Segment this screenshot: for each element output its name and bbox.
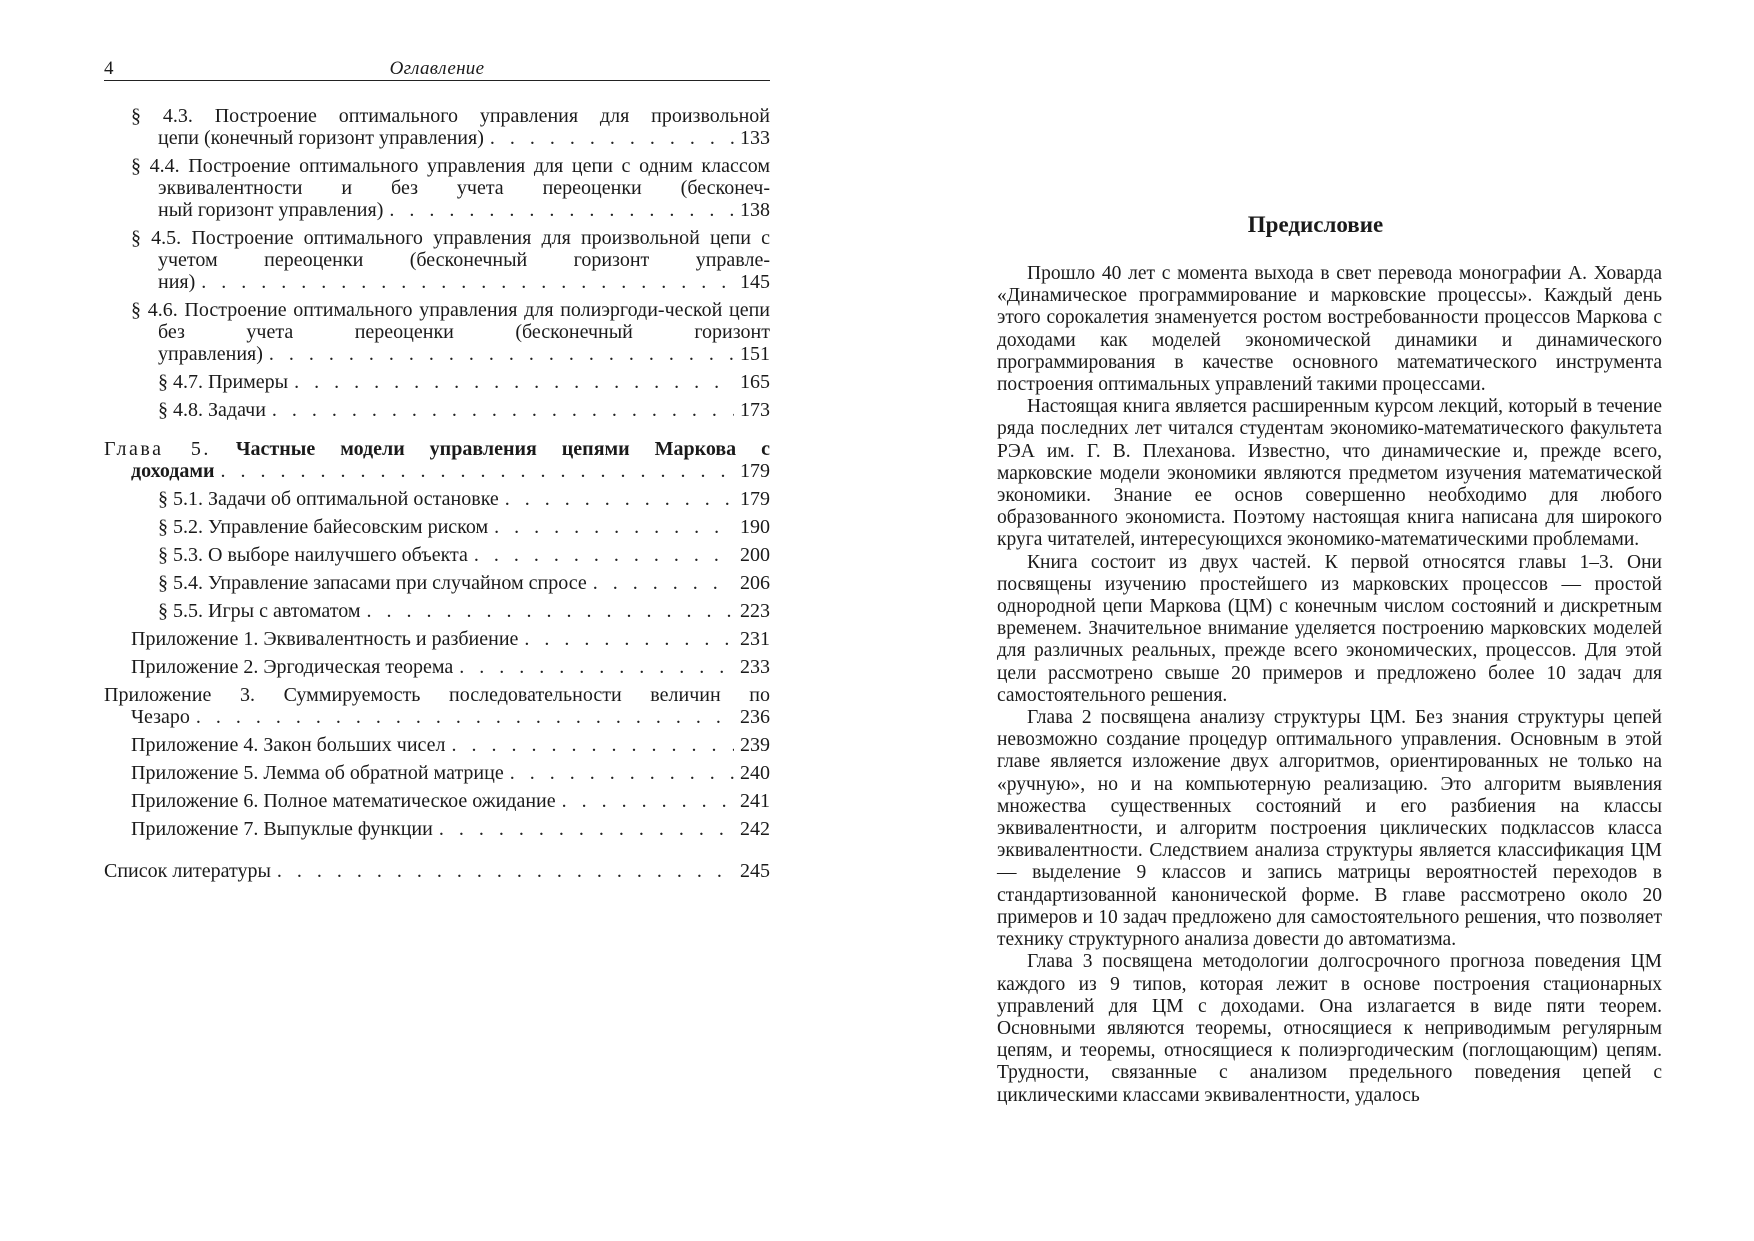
dot-leader: [474, 544, 734, 566]
toc-page-number: 206: [740, 572, 770, 594]
toc-entry[interactable]: [104, 762, 770, 784]
preface-paragraph: Прошло 40 лет с момента выхода в свет перевода монографии А. Ховарда «Динамическое программирование и марковские процессы». Каждый день этого сорокалетия знаменуется ростом востребованности процессов Маркова с доходами как моделей экономической динамики и динамического программирования в качестве основного математического инструмента построения оптимальных управлений такими процессами.: [997, 263, 1662, 396]
toc-page-number: 245: [740, 860, 770, 882]
preface-paragraph: Глава 2 посвящена анализу структуры ЦМ. Без знания структуры цепей невозможно создание процедур оптимального управления. Основным в этой главе является изложение двух алгоритмов, ориентированных не только на «ручную», но и на компьютерную реализацию. Это алгоритм выявления множества существенных состояний и его разбиения на классы эквивалентности, и алгоритм построения циклических подклассов класса эквивалентности. Следствием анализа структуры является классификация ЦМ — выделение 9 классов и запись матрицы вероятностей переходов в стандартизованной канонической форме. В главе рассмотрено около 20 примеров и 10 задач предложено для самостоятельного решения, что позволяет технику структурного анализа довести до автоматизма.: [997, 707, 1662, 951]
toc-entry-title-end: § 4.7. Примеры: [158, 371, 289, 393]
toc-entry[interactable]: [131, 227, 770, 293]
toc-entry-title-end: ный горизонт управления): [158, 199, 384, 221]
toc-entry-title-end: цепи (конечный горизонт управления): [158, 127, 484, 149]
toc-entry-title: § 4.3. Построение оптимального управления для произвольной: [131, 105, 770, 127]
toc-entry[interactable]: [104, 860, 770, 882]
toc-entry[interactable]: [104, 734, 770, 756]
preface-body: [997, 263, 1662, 1107]
preface-paragraph: Книга состоит из двух частей. К первой относятся главы 1–3. Они посвящены изучению простейшего из марковских процессов — простой однородной цепи Маркова (ЦМ) с конечным числом состояний и дискретным временем. Значительное внимание уделяется построению марковских моделей для различных реальных, прежде всего экономических, процессов. Для этой цели рассмотрено свыше 20 примеров и предложено более 10 задач для самостоятельного решения.: [997, 551, 1662, 706]
dot-leader: [562, 790, 734, 812]
toc-page-number: 165: [740, 371, 770, 393]
toc-page-number: 223: [740, 600, 770, 622]
toc-entry-title-end: § 5.5. Игры с автоматом: [158, 600, 361, 622]
toc-page-number: 179: [740, 460, 770, 482]
toc-page-number: 173: [740, 399, 770, 421]
page-number: 4: [104, 58, 114, 79]
chapter-prefix: Глава 5.: [104, 438, 211, 460]
preface-paragraph: Глава 3 посвящена методологии долгосрочного прогноза поведения ЦМ каждого из 9 типов, которая лежит в основе построения стационарных управлений для ЦМ с доходами. Она излагается в виде пяти теорем. Основными являются теоремы, относящиеся к неприводимым регулярным цепям, и теоремы, относящиеся к полиэргодическим (поглощающим) цепям. Трудности, связанные с анализом предельного поведения цепей с циклическими классами эквивалентности, удалось: [997, 951, 1662, 1106]
dot-leader: [510, 762, 734, 784]
dot-leader: [294, 371, 734, 393]
dot-leader: [459, 656, 734, 678]
toc-entry-title: Приложение 3. Суммируемость последовательности величин по: [104, 684, 770, 706]
toc-page-number: 190: [740, 516, 770, 538]
toc-page-number: 241: [740, 790, 770, 812]
dot-leader: [272, 399, 734, 421]
toc-entry-title-end: § 5.4. Управление запасами при случайном спросе: [158, 572, 587, 594]
toc-page-number: 239: [740, 734, 770, 756]
toc-page-number: 240: [740, 762, 770, 784]
toc-entry[interactable]: [131, 105, 770, 149]
toc-page-number: 179: [740, 488, 770, 510]
dot-leader: [490, 127, 734, 149]
dot-leader: [367, 600, 734, 622]
toc-entry[interactable]: [104, 790, 770, 812]
toc-entry[interactable]: [131, 544, 770, 566]
toc-page-number: 138: [740, 199, 770, 221]
toc-entry-title-end: § 5.2. Управление байесовским риском: [158, 516, 489, 538]
table-of-contents: [104, 105, 770, 888]
dot-leader: [505, 488, 734, 510]
dot-leader: [389, 199, 734, 221]
toc-page-number: 233: [740, 656, 770, 678]
toc-page-number: 242: [740, 818, 770, 840]
toc-entry-title-end: § 4.8. Задачи: [158, 399, 266, 421]
running-title: Оглавление: [389, 58, 485, 79]
toc-entry[interactable]: [131, 299, 770, 365]
toc-entry[interactable]: [131, 399, 770, 421]
dot-leader: [452, 734, 734, 756]
toc-entry-title-end: Приложение 1. Эквивалентность и разбиение: [131, 628, 519, 650]
toc-entry-title-end: § 5.3. О выборе наилучшего объекта: [158, 544, 468, 566]
toc-entry-title-end: § 5.1. Задачи об оптимальной остановке: [158, 488, 499, 510]
toc-entry[interactable]: [131, 600, 770, 622]
dot-leader: [201, 271, 734, 293]
toc-entry[interactable]: [104, 818, 770, 840]
toc-entry-title-end: Список литературы: [104, 860, 271, 882]
toc-entry-title-end: доходами: [131, 460, 215, 482]
toc-page-number: 236: [740, 706, 770, 728]
toc-entry[interactable]: [104, 628, 770, 650]
toc-page-number: 151: [740, 343, 770, 365]
toc-entry[interactable]: [104, 656, 770, 678]
toc-entry[interactable]: [131, 516, 770, 538]
toc-entry-title-end: Приложение 4. Закон больших чисел: [131, 734, 446, 756]
dot-leader: [593, 572, 734, 594]
toc-page-number: 231: [740, 628, 770, 650]
dot-leader: [524, 628, 734, 650]
dot-leader: [221, 460, 734, 482]
toc-entry[interactable]: [131, 371, 770, 393]
toc-entry-title: § 4.6. Построение оптимального управления для полиэргоди-ческой цепи без учета переоценки (бесконечный горизонт: [131, 299, 770, 343]
dot-leader: [494, 516, 734, 538]
toc-entry-title-end: ния): [158, 271, 196, 293]
toc-entry-title-end: Приложение 5. Лемма об обратной матрице: [131, 762, 504, 784]
toc-entry[interactable]: [131, 572, 770, 594]
dot-leader: [439, 818, 734, 840]
preface-title: Предисловие: [1247, 212, 1384, 237]
right-page: [877, 0, 1754, 1241]
dot-leader: [277, 860, 734, 882]
toc-entry-title-end: Приложение 6. Полное математическое ожидание: [131, 790, 556, 812]
toc-entry-title-end: Приложение 7. Выпуклые функции: [131, 818, 433, 840]
toc-entry-title-end: Чезаро: [131, 706, 190, 728]
toc-page-number: 200: [740, 544, 770, 566]
toc-page-number: 133: [740, 127, 770, 149]
toc-entry[interactable]: [131, 155, 770, 221]
dot-leader: [196, 706, 734, 728]
toc-entry-title-end: Приложение 2. Эргодическая теорема: [131, 656, 454, 678]
toc-entry-title-end: управления): [158, 343, 263, 365]
toc-entry[interactable]: [104, 438, 770, 482]
toc-entry[interactable]: [131, 488, 770, 510]
toc-entry-title: § 4.5. Построение оптимального управления для произвольной цепи с учетом переоценки (бесконечный горизонт управле-: [131, 227, 770, 271]
dot-leader: [269, 343, 734, 365]
toc-page-number: 145: [740, 271, 770, 293]
toc-entry-title: Частные модели управления цепями Маркова с: [235, 438, 770, 460]
toc-entry[interactable]: [104, 684, 770, 728]
running-head: [104, 56, 770, 81]
preface-paragraph: Настоящая книга является расширенным курсом лекций, который в течение ряда последних лет читался студентам экономико-математического факультета РЭА им. Г. В. Плеханова. Известно, что динамические и, прежде всего, марковские модели экономики являются предметом изучения математической экономики. Знание ее основ совершенно необходимо для любого образованного экономиста. Поэтому настоящая книга написана для широкого круга читателей, интересующихся экономико-математическими проблемами.: [997, 396, 1662, 551]
toc-entry-title: § 4.4. Построение оптимального управления для цепи с одним классом эквивалентности и без учета переоценки (бесконеч-: [131, 155, 770, 199]
